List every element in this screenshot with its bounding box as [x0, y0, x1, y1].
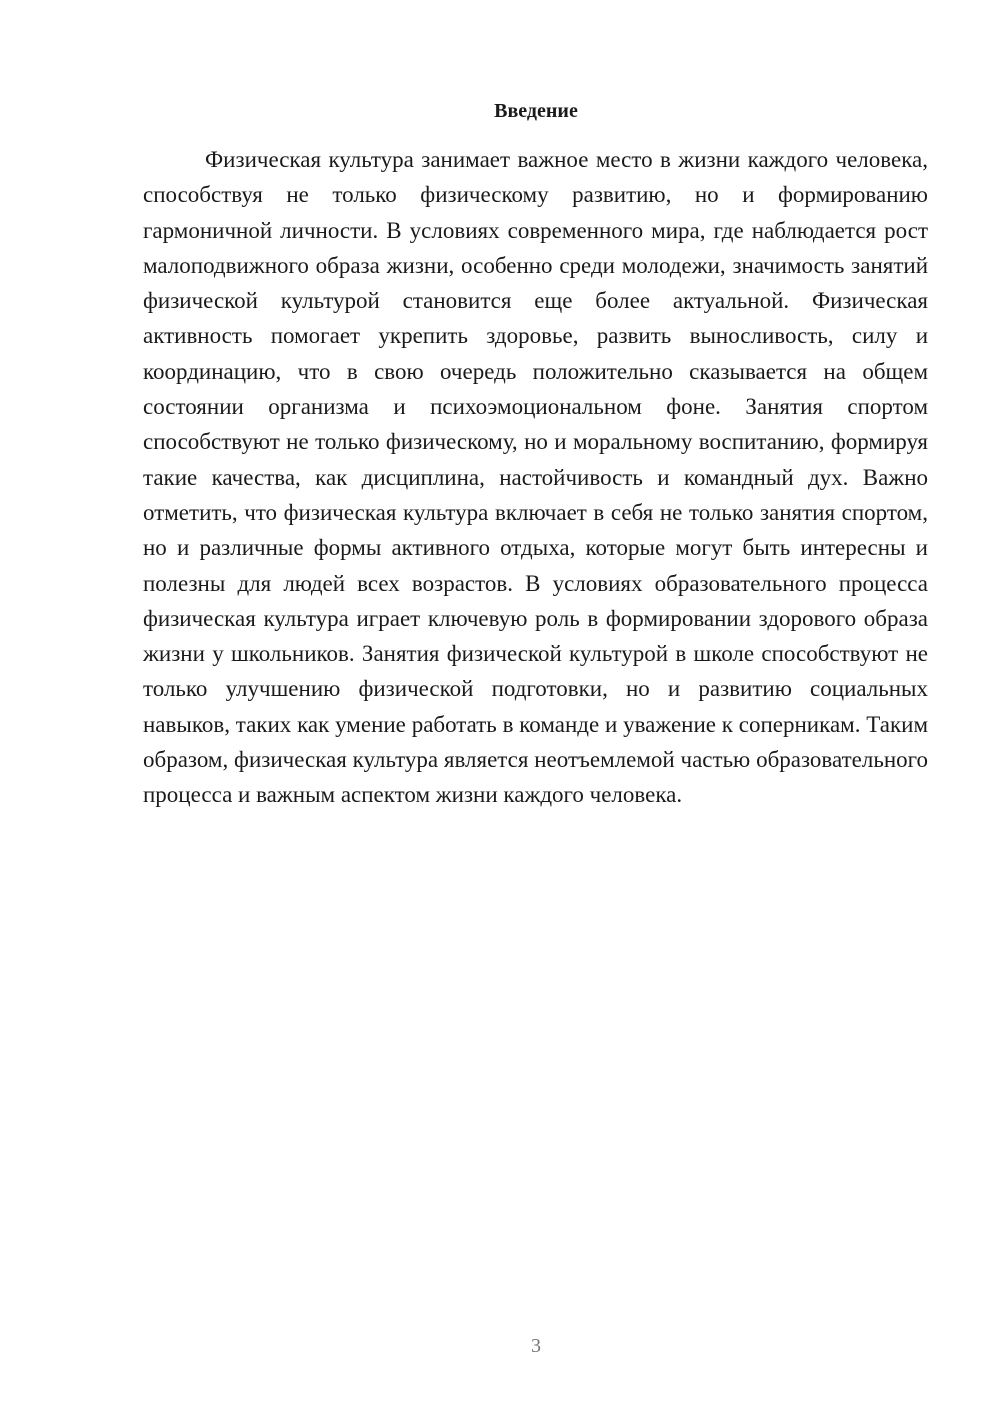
page-number: 3: [531, 1335, 541, 1357]
body-paragraph: Физическая культура занимает важное место в жизни каждого человека, способствуя не только физическому развитию, но и формированию гармоничной личности. В условиях современного мира, где наблюдается рост малоподвижного образа жизни, особенно среди молодежи, значимость занятий физической культурой становится еще более актуальной. Физическая активность помогает укрепить здоровье, развить выносливость, силу и координацию, что в свою очередь положительно сказывается на общем состоянии организма и психоэмоциональном фоне. Занятия спортом способствуют не только физическому, но и моральному воспитанию, формируя такие качества, как дисциплина, настойчивость и командный дух. Важно отметить, что физическая культура включает в себя не только занятия спортом, но и различные формы активного отдыха, которые могут быть интересны и полезны для людей всех возрастов. В условиях образовательного процесса физическая культура играет ключевую роль в формировании здорового образа жизни у школьников. Занятия физической культурой в школе способствуют не только улучшению физической подготовки, но и развитию социальных навыков, таких как умение работать в команде и уважение к соперникам. Таким образом, физическая культура является неотъемлемой частью образовательного процесса и важным аспектом жизни каждого человека.: [143, 147, 928, 808]
section-heading: Введение: [494, 100, 578, 122]
